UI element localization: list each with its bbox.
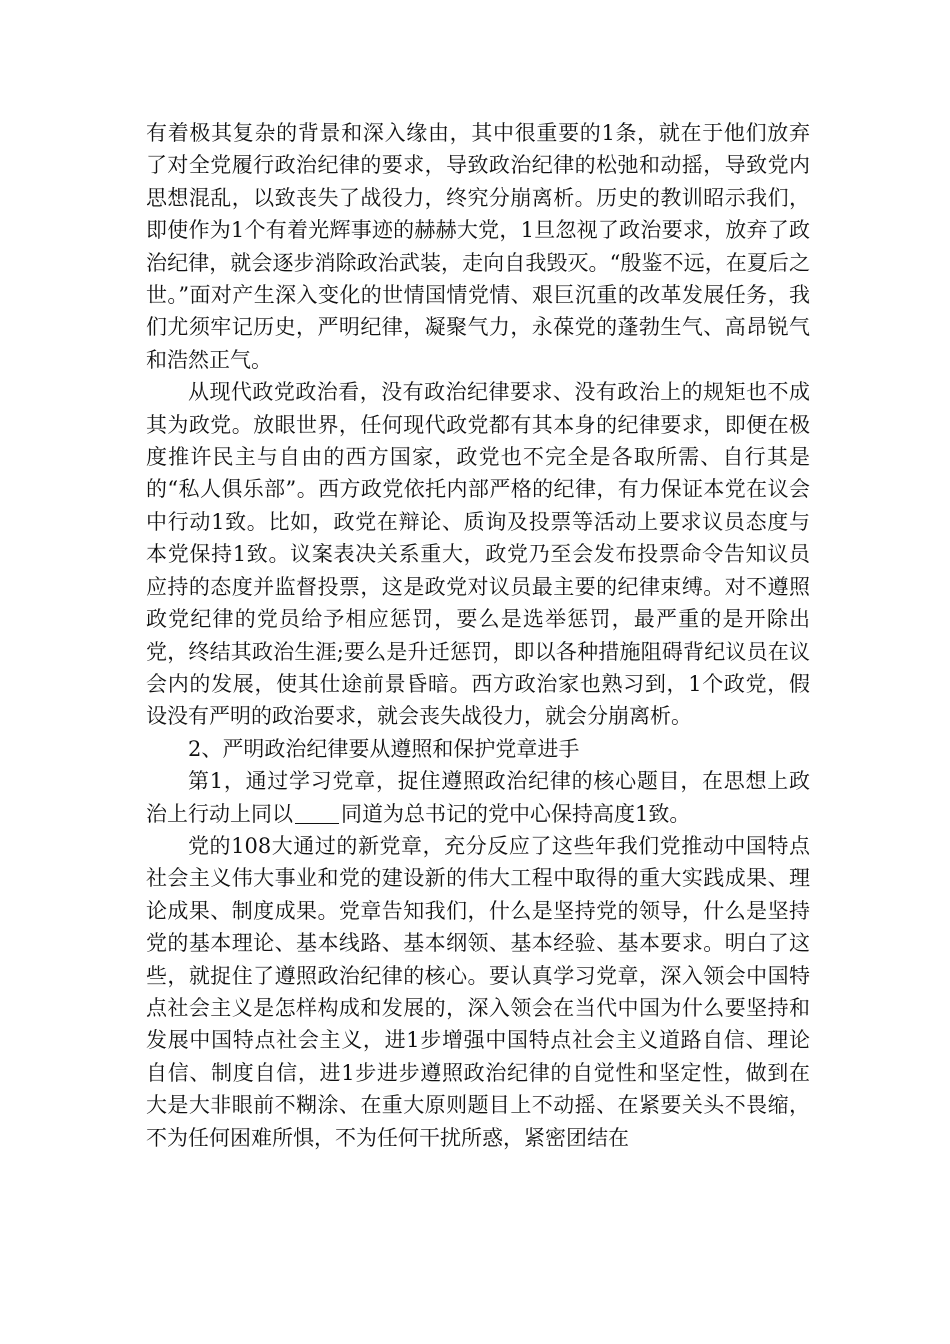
paragraph-text-before-blank: 第1，通过学习党章，捉住遵照政治纪律的核心题目，在思想上政治上行动上同以 [146,769,810,826]
paragraph-history-lesson: 有着极其复杂的背景和深入缘由，其中很重要的1条，就在于他们放弃了对全党履行政治纪律的要求，导致政治纪律的松弛和动摇，导致党内思想混乱，以致丧失了战役力，终究分崩离析。历史的教训昭示我们，即使作为1个有着光辉事迹的赫赫大党，1旦忽视了政治要求，放弃了政治纪律，就会逐步消除政治武装，走向自我毁灭。“殷鉴不远，在夏后之世。”面对产生深入变化的世情国情党情、艰巨沉重的改革发展任务，我们尤须牢记历史，严明纪律，凝聚气力，永葆党的蓬勃生气、高昂锐气和浩然正气。 [146,121,810,372]
document-body [146,117,810,1154]
paragraph-study-constitution [146,765,810,830]
paragraph-new-constitution: 党的108大通过的新党章，充分反应了这些年我们党推动中国特点社会主义伟大事业和党的建设新的伟大工程中取得的重大实践成果、理论成果、制度成果。党章告知我们，什么是坚持党的领导，什么是坚持党的基本理论、基本线路、基本纲领、基本经验、基本要求。明白了这些，就捉住了遵照政治纪律的核心。要认真学习党章，深入领会中国特点社会主义是怎样构成和发展的，深入领会在当代中国为什么要坚持和发展中国特点社会主义，进1步增强中国特点社会主义道路自信、理论自信、制度自信，进1步进步遵照政治纪律的自觉性和坚定性，做到在大是大非眼前不糊涂、在重大原则题目上不动摇、在紧要关头不畏缩，不为任何困难所惧，不为任何干扰所惑，紧密团结在 [146,833,810,1150]
section-heading-party-constitution: 2、严明政治纪律要从遵照和保护党章进手 [188,736,580,761]
paragraph-modern-party-politics: 从现代政党政治看，没有政治纪律要求、没有政治上的规矩也不成其为政党。放眼世界，任何现代政党都有其本身的纪律要求，即便在极度推许民主与自由的西方国家，政党也不完全是各取所需、自行其是的“私人俱乐部”。西方政党依托内部严格的纪律，有力保证本党在议会中行动1致。比如，政党在辩论、质询及投票等活动上要求议员态度与本党保持1致。议案表决关系重大，政党乃至会发布投票命令告知议员应持的态度并监督投票，这是政党对议员最主要的纪律束缚。对不遵照政党纪律的党员给予相应惩罚，要么是选举惩罚，最严重的是开除出党，终结其政治生涯;要么是升迁惩罚，即以各种措施阻碍背纪议员在议会内的发展，使其仕途前景昏暗。西方政治家也熟习到，1个政党，假设没有严明的政治要求，就会丧失战役力，就会分崩离析。 [146,380,810,729]
name-blank-underline [295,803,339,824]
paragraph-text-after-blank: 同道为总书记的党中心保持高度1致。 [341,801,691,826]
